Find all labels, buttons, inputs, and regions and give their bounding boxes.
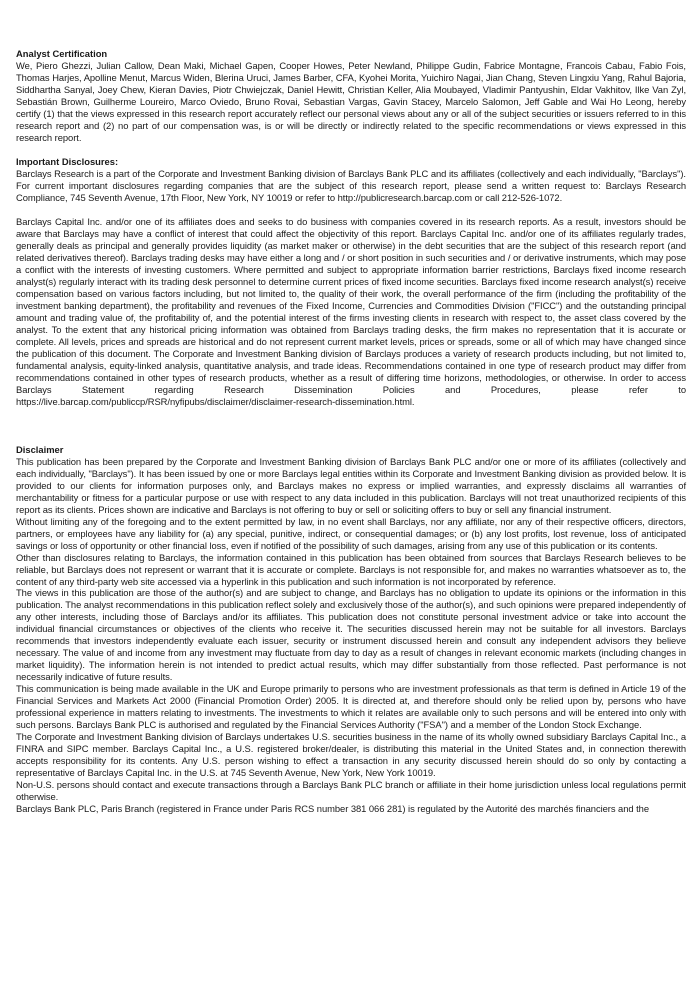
document-page	[16, 48, 686, 815]
analyst-certification-section	[16, 48, 686, 144]
important-disclosures-section	[16, 156, 686, 408]
disclaimer-paragraph: The views in this publication are those of the author(s) and are subject to change, and Barclays has no obligation to update its opinions or the information in this publication. The analyst recommendations in this publication reflect solely and exclusively those of the author(s), and such opinions were prepared independently of any other interests, including those of Barclays and/or its affiliates. This publication does not constitute personal investment advice or take into account the individual financial circumstances or objectives of the clients who receive it. The securities discussed herein may not be suitable for all investors. Barclays recommends that investors independently evaluate each issuer, security or instrument discussed herein and consult any independent advisors they believe necessary. The value of and income from any investment may fluctuate from day to day as a result of changes in relevant economic markets (including changes in market liquidity). The information herein is not intended to predict actual results, which may differ substantially from those reflected. Past performance is not necessarily indicative of future results.	[16, 587, 686, 683]
disclaimer-paragraph: The Corporate and Investment Banking division of Barclays undertakes U.S. securities business in the name of its wholly owned subsidiary Barclays Capital Inc., a FINRA and SIPC member. Barclays Capital Inc., a U.S. registered broker/dealer, is distributing this material in the United States and, in connection therewith accepts responsibility for its contents. Any U.S. person wishing to effect a transaction in any security discussed herein should do so only by contacting a representative of Barclays Capital Inc. in the U.S. at 745 Seventh Avenue, New York, New York 10019.	[16, 730, 686, 778]
important-disclosures-paragraph: Barclays Capital Inc. and/or one of its affiliates does and seeks to do business with companies covered in its research reports. As a result, investors should be aware that Barclays may have a conflict of interest that could affect the objectivity of this report. Barclays Capital Inc. and/or one of its affiliates regularly trades, generally deals as principal and generally provides liquidity (as market maker or otherwise) in the debt securities that are the subject of this research report (and related derivatives thereof). Barclays trading desks may have either a long and / or short position in such securities and / or derivative instruments, which may pose a conflict with the interests of investing customers. Where permitted and subject to appropriate information barrier restrictions, Barclays fixed income research analyst(s) regularly interact with its trading desk personnel to determine current prices of fixed income securities. Barclays fixed income research analyst(s) receive compensation based on various factors including, but not limited to, the quality of their work, the overall performance of the firm (including the profitability of the investment banking department), the profitability and revenues of the Fixed Income, Currencies and Commodities Division ("FICC") and the outstanding principal amount and trading value of, the profitability of, and the potential interest of the firms investing clients in research with respect to, the asset class covered by the analyst. To the extent that any historical pricing information was obtained from Barclays trading desks, the firm makes no representation that it is accurate or complete. All levels, prices and spreads are historical and do not represent current market levels, prices or spreads, some or all of which may have changed since the publication of this document. The Corporate and Investment Banking division of Barclays produces a variety of research products including, but not limited to, fundamental analysis, equity-linked analysis, quantitative analysis, and trade ideas. Recommendations contained in one type of research product may differ from recommendations contained in other types of research products, whether as a result of differing time horizons, methodologies, or otherwise. In order to access Barclays Statement regarding Research Dissemination Policies and Procedures, please refer to https://live.barcap.com/publiccp/RSR/nyfipubs/disclaimer/disclaimer-research-dissemination.html.	[16, 216, 686, 407]
important-disclosures-heading: Important Disclosures:	[16, 156, 119, 167]
disclaimer-paragraph: Without limiting any of the foregoing and to the extent permitted by law, in no event shall Barclays, nor any affiliate, nor any of their respective officers, directors, partners, or employees have any liability for (a) any special, punitive, indirect, or consequential damages; or (b) any lost profits, lost revenue, loss of anticipated savings or loss of opportunity or other financial loss, even if notified of the possibility of such damages, arising from any use of this publication or its contents.	[16, 515, 686, 551]
disclaimer-paragraph: Barclays Bank PLC, Paris Branch (registered in France under Paris RCS number 381 066 281) is regulated by the Autorité des marchés financiers and the	[16, 802, 649, 814]
important-disclosures-paragraph: Barclays Research is a part of the Corporate and Investment Banking division of Barclays Bank PLC and its affiliates (collectively and each individually, "Barclays"). For current important disclosures regarding companies that are the subject of this research report, please send a written request to: Barclays Research Compliance, 745 Seventh Avenue, 17th Floor, New York, NY 10019 or refer to http://publicresearch.barcap.com or call 212-526-1072.	[16, 168, 686, 203]
spacer	[16, 144, 686, 156]
disclaimer-section	[16, 444, 686, 815]
disclaimer-heading: Disclaimer	[16, 444, 64, 455]
disclaimer-paragraph: Non-U.S. persons should contact and execute transactions through a Barclays Bank PLC branch or affiliate in their home jurisdiction unless local regulations permit otherwise.	[16, 778, 686, 802]
spacer	[16, 204, 686, 216]
analyst-certification-heading: Analyst Certification	[16, 48, 108, 59]
analyst-certification-body: We, Piero Ghezzi, Julian Callow, Dean Maki, Michael Gapen, Cooper Howes, Peter Newland, Philippe Gudin, Fabrice Montagne, Francois Cabau, Fabio Fois, Thomas Harjes, Apolline Menut, Marcus Widen, Blerina Uruci, James Barber, CFA, Kyohei Morita, Yuichiro Nagai, Jian Chang, Steven Lingxiu Yang, Rahul Bajoria, Siddhartha Sanyal, Joey Chew, Kieran Davies, Piotr Chwiejczak, Daniel Hewitt, Christian Keller, Alia Moubayed, Vladimir Pantyushin, Eldar Vakhitov, Ilke Van Zyl, Sebastián Brown, Guilherme Loureiro, Marco Oviedo, Bruno Rovai, Sebastian Vargas, Gavin Stacey, Marcelo Salomon, Jeff Gable and Wai Ho Leong, hereby certify (1) that the views expressed in this research report accurately reflect our personal views about any or all of the subject securities or issuers referred to in this research report and (2) no part of our compensation was, is or will be directly or indirectly related to the specific recommendations or views expressed in this research report.	[16, 60, 686, 143]
spacer	[16, 408, 686, 444]
disclaimer-paragraph: Other than disclosures relating to Barclays, the information contained in this publication has been obtained from sources that Barclays Research believes to be reliable, but Barclays does not represent or warrant that it is accurate or complete. Barclays is not responsible for, and makes no warranties whatsoever as to, the content of any third-party web site accessed via a hyperlink in this publication and such information is not incorporated by reference.	[16, 551, 686, 587]
disclaimer-paragraph: This publication has been prepared by the Corporate and Investment Banking division of Barclays Bank PLC and/or one or more of its affiliates (collectively and each individually, "Barclays"). It has been issued by one or more Barclays legal entities within its Corporate and Investment Banking division as provided below. It is provided to our clients for information purposes only, and Barclays makes no express or implied warranties, and expressly disclaims all warranties of merchantability or fitness for a particular purpose or use with respect to any data included in this publication. Barclays will not treat unauthorized recipients of this report as its clients. Prices shown are indicative and Barclays is not offering to buy or sell or soliciting offers to buy or sell any financial instrument.	[16, 456, 686, 515]
disclaimer-paragraph: This communication is being made available in the UK and Europe primarily to persons who are investment professionals as that term is defined in Article 19 of the Financial Services and Markets Act 2000 (Financial Promotion Order) 2005. It is directed at, and therefore should only be relied upon by, persons who have professional experience in matters relating to investments. The investments to which it relates are available only to such persons and will be entered into only with such persons. Barclays Bank PLC is authorised and regulated by the Financial Services Authority ("FSA") and a member of the London Stock Exchange.	[16, 683, 686, 730]
